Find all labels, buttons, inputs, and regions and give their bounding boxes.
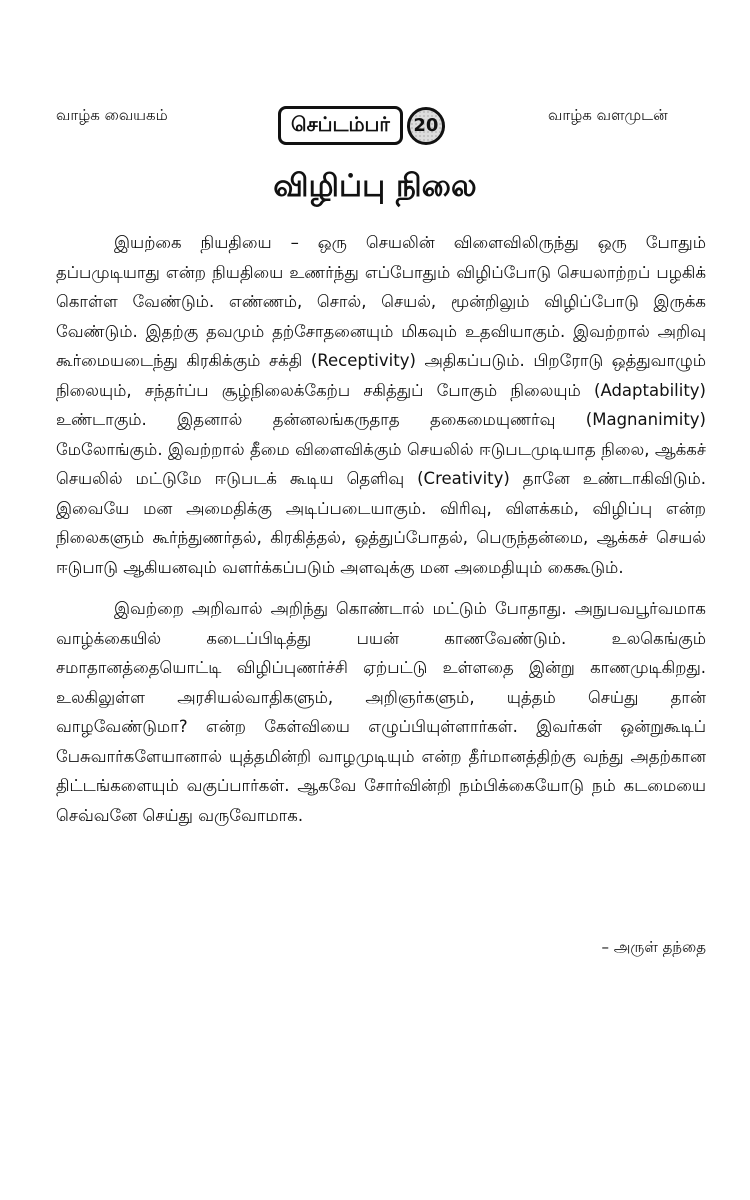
page-title: விழிப்பு நிலை bbox=[273, 168, 477, 204]
month-label: செப்டம்பர் bbox=[278, 106, 403, 145]
paragraph-1: இயற்கை நியதியை – ஒரு செயலின் விளைவிலிருந்து ஒரு போதும் தப்பமுடியாது என்ற நியதியை உணர்ந்து எப்போதும் விழிப்போடு செயலாற்றப் பழகிக் கொள்ள வேண்டும். எண்ணம், சொல், செயல், மூன்றிலும் விழிப்போடு இருக்க வேண்டும். இதற்கு தவமும் தற்சோதனையும் மிகவும் உதவியாகும். இவற்றால் அறிவு கூர்மையடைந்து கிரகிக்கும் சக்தி (Receptivity) அதிகப்படும். பிறரோடு ஒத்துவாழும் நிலையும், சந்தர்ப்ப சூழ்நிலைக்கேற்ப சகித்துப் போகும் நிலையும் (Adaptability) உண்டாகும். இதனால் தன்னலங்கருதாத தகைமையுணர்வு (Magnanimity) மேலோங்கும். இவற்றால் தீமை விளைவிக்கும் செயலில் ஈடுபடமுடியாத நிலை, ஆக்கச் செயலில் மட்டுமே ஈடுபடக் கூடிய தெளிவு (Creativity) தானே உண்டாகிவிடும். இவையே மன அமைதிக்கு அடிப்படையாகும். விரிவு, விளக்கம், விழிப்பு என்ற நிலைகளும் கூர்ந்துணர்தல், கிரகித்தல், ஒத்துப்போதல், பெருந்தன்மை, ஆக்கச் செயல் ஈடுபாடு ஆகியனவும் வளர்க்கப்படும் அளவுக்கு மன அமைதியும் கைகூடும். bbox=[56, 233, 706, 577]
header-right-motto: வாழ்க வளமுடன் bbox=[548, 106, 668, 124]
article-body bbox=[56, 228, 706, 830]
header-left-motto: வாழ்க வையகம் bbox=[56, 106, 168, 124]
author-signature: – அருள் தந்தை bbox=[601, 938, 706, 956]
date-badge bbox=[278, 106, 445, 145]
day-number: 20 bbox=[407, 107, 445, 145]
paragraph-2: இவற்றை அறிவால் அறிந்து கொண்டால் மட்டும் போதாது. அநுபவபூர்வமாக வாழ்க்கையில் கடைப்பிடித்து பயன் காணவேண்டும். உலகெங்கும் சமாதானத்தையொட்டி விழிப்புணர்ச்சி ஏற்பட்டு உள்ளதை இன்று காணமுடிகிறது. உலகிலுள்ள அரசியல்வாதிகளும், அறிஞர்களும், யுத்தம் செய்து தான் வாழவேண்டுமா? என்ற கேள்வியை எழுப்பியுள்ளார்கள். இவர்கள் ஒன்றுகூடிப் பேசுவார்களேயானால் யுத்தமின்றி வாழமுடியும் என்ற தீர்மானத்திற்கு வந்து அதற்கான திட்டங்களையும் வகுப்பார்கள். ஆகவே சோர்வின்றி நம்பிக்கையோடு நம் கடமையை செவ்வனே செய்து வருவோமாக. bbox=[56, 599, 706, 825]
